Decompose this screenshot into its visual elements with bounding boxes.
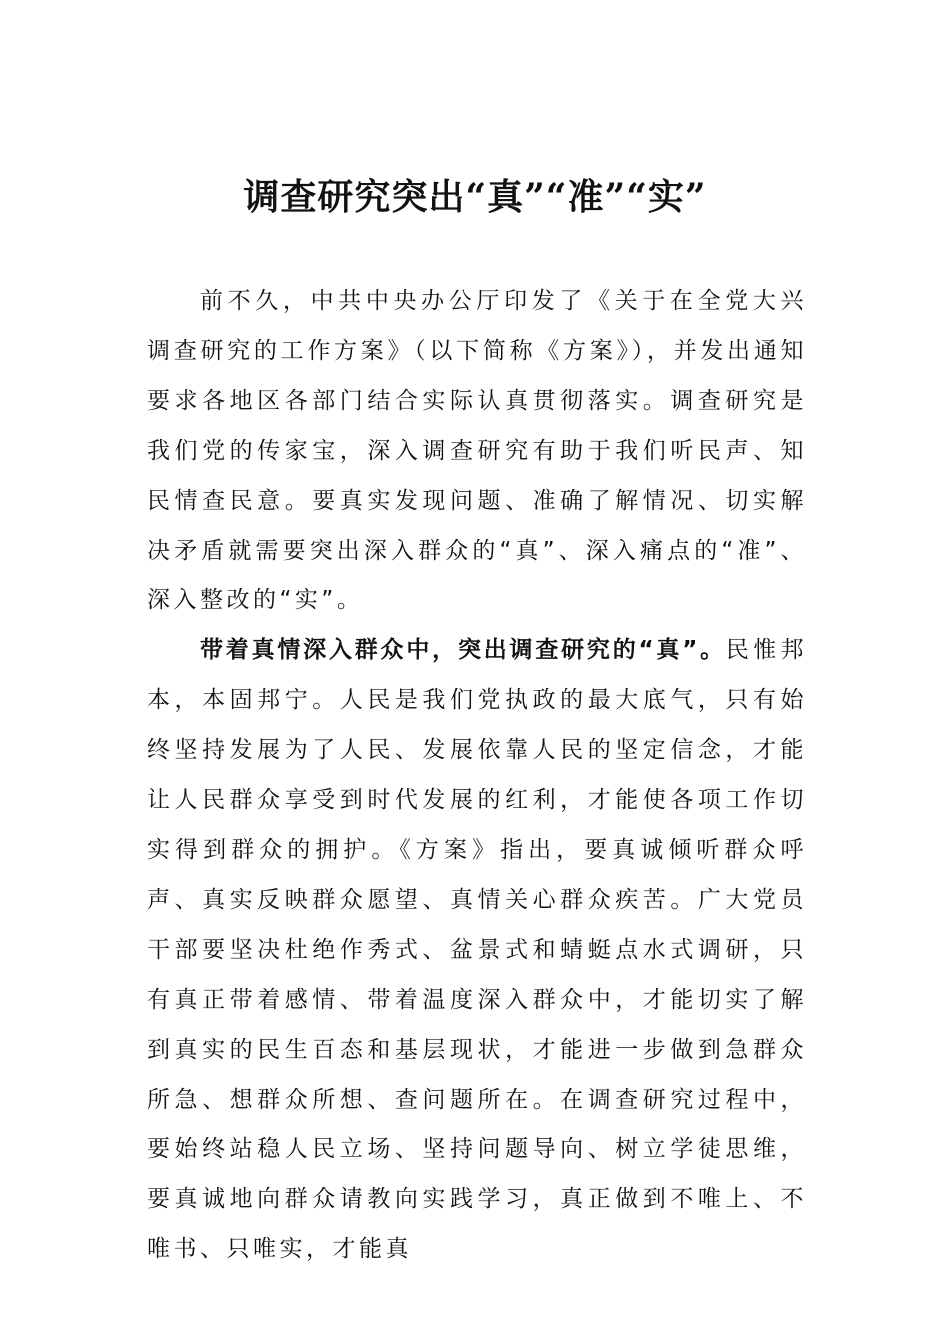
- paragraph-lead-heading: 带着真情深入群众中，突出调查研究的“真”。: [200, 637, 726, 664]
- paragraph-text: 前不久，中共中央办公厅印发了《关于在全党大兴调查研究的工作方案》（以下简称《方案》），并发出通知要求各地区各部门结合实际认真贯彻落实。调查研究是我们党的传家宝，深入调查研究有助于我们听民声、知民情查民意。要真实发现问题、准确了解情况、切实解决矛盾就需要突出深入群众的“真”、深入痛点的“准”、深入整改的“实”。: [147, 288, 807, 614]
- document-body: [147, 277, 807, 1275]
- paragraph-intro: [147, 277, 807, 626]
- document-title: 调查研究突出“真”“准”“实”: [243, 176, 707, 218]
- paragraph-text: 民惟邦本，本固邦宁。人民是我们党执政的最大底气，只有始终坚持发展为了人民、发展依靠人民的坚定信念，才能让人民群众享受到时代发展的红利，才能使各项工作切实得到群众的拥护。《方案》指出，要真诚倾听群众呼声、真实反映群众愿望、真情关心群众疾苦。广大党员干部要坚决杜绝作秀式、盆景式和蜻蜓点水式调研，只有真正带着感情、带着温度深入群众中，才能切实了解到真实的民生百态和基层现状，才能进一步做到急群众所急、想群众所想、查问题所在。在调查研究过程中，要始终站稳人民立场、坚持问题导向、树立学徒思维，要真诚地向群众请教向实践学习，真正做到不唯上、不唯书、只唯实，才能真: [147, 637, 808, 1263]
- paragraph-truth: [147, 626, 807, 1275]
